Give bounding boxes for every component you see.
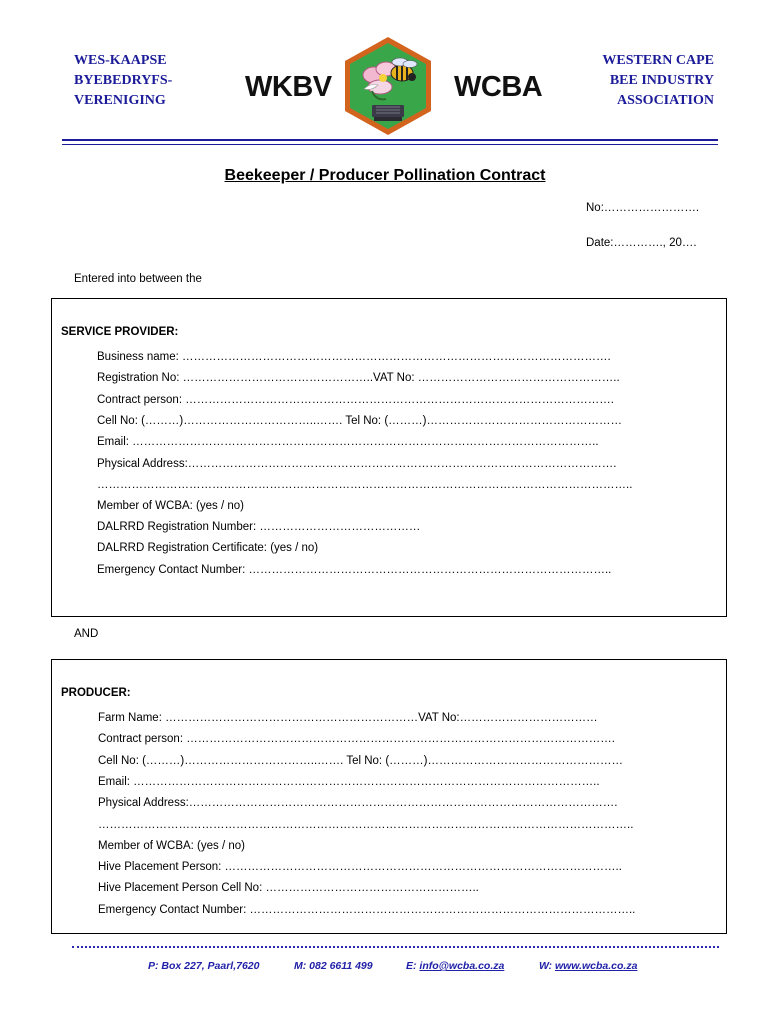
org-name-line: VERENIGING — [74, 93, 166, 108]
physical-address-field[interactable]: Physical Address:…………………………………………………………………………………………………. — [97, 458, 617, 470]
intro-text: Entered into between the — [74, 273, 202, 285]
footer-email — [406, 960, 504, 972]
producer-heading: PRODUCER: — [61, 687, 131, 699]
dalrrd-certificate-field[interactable]: DALRRD Registration Certificate: (yes / no) — [97, 542, 319, 554]
org-abbr-wkbv: WKBV — [245, 71, 332, 103]
producer-emergency-contact-field[interactable]: Emergency Contact Number: ……………………………………………………………………………………….. — [98, 904, 636, 916]
hive-placement-person-field[interactable]: Hive Placement Person: ………………………………………………………………………………………….. — [98, 861, 622, 873]
footer-web-label: W: — [539, 960, 553, 972]
contract-number-field[interactable]: No:……………………. — [586, 202, 700, 214]
org-abbr-wcba: WCBA — [454, 71, 543, 103]
org-name-line: ASSOCIATION — [617, 93, 714, 108]
footer-web — [539, 960, 637, 972]
farm-name-vat-field[interactable]: Farm Name: …………………………………………………………VAT No:……………………………… — [98, 712, 598, 724]
producer-cell-tel-field[interactable]: Cell No: (………)……………………………..……. Tel No: (………)…………………………………………… — [98, 755, 623, 767]
producer-physical-address-field[interactable]: Physical Address:…………………………………………………………………………………………………. — [98, 797, 618, 809]
and-text: AND — [74, 628, 99, 640]
org-name-line: BYEBEDRYFS- — [74, 73, 173, 88]
org-name-line: BEE INDUSTRY — [609, 73, 714, 88]
physical-address-line-2[interactable]: ………………………………………………………………………………………………………………………….. — [97, 479, 633, 491]
footer-mobile: M: 082 6611 499 — [294, 960, 373, 972]
org-name-line: WESTERN CAPE — [602, 53, 714, 68]
producer-physical-address-line-2[interactable]: ………………………………………………………………………………………………………………………….. — [98, 819, 634, 831]
org-name-english — [602, 51, 714, 111]
document-title: Beekeeper / Producer Pollination Contract — [224, 167, 546, 184]
footer-postal: P: Box 227, Paarl,7620 — [148, 960, 260, 972]
producer-contract-person-field[interactable]: Contract person: …………………………………………………………………………………………………. — [98, 733, 615, 745]
org-name-afrikaans — [74, 51, 172, 111]
contract-date-field[interactable]: Date:…………., 20…. — [586, 237, 697, 249]
emergency-contact-field[interactable]: Emergency Contact Number: ………………………………………………………………………………….. — [97, 564, 612, 576]
cell-tel-field[interactable]: Cell No: (………)……………………………..……. Tel No: (………)…………………………………………… — [97, 415, 622, 427]
bee-flower-hexagon-logo — [342, 35, 434, 137]
contract-person-field[interactable]: Contract person: …………………………………………………………………………………………………. — [97, 394, 614, 406]
header-rule-thick — [62, 139, 718, 141]
business-name-field[interactable]: Business name: …………………………………………………………………………………………………. — [97, 351, 611, 363]
footer-email-label: E: — [406, 960, 417, 972]
service-provider-heading: SERVICE PROVIDER: — [61, 326, 179, 338]
footer-web-link[interactable]: www.wcba.co.za — [554, 960, 638, 972]
email-field[interactable]: Email: ………………………………………………………………………………………………………….. — [97, 436, 599, 448]
header-rule-thin — [62, 144, 718, 145]
registration-vat-field[interactable]: Registration No: …………………………………………..VAT No: …………………………………………….. — [97, 372, 620, 384]
dalrrd-registration-number-field[interactable]: DALRRD Registration Number: …………………………………… — [97, 521, 421, 533]
hive-placement-cell-field[interactable]: Hive Placement Person Cell No: ……………………………………………….. — [98, 882, 479, 894]
producer-email-field[interactable]: Email: ………………………………………………………………………………………………………….. — [98, 776, 600, 788]
footer-email-link[interactable]: info@wcba.co.za — [419, 960, 505, 972]
wcba-member-field[interactable]: Member of WCBA: (yes / no) — [97, 500, 244, 512]
org-name-line: WES-KAAPSE — [74, 53, 167, 68]
producer-wcba-member-field[interactable]: Member of WCBA: (yes / no) — [98, 840, 245, 852]
footer-divider — [72, 946, 719, 948]
